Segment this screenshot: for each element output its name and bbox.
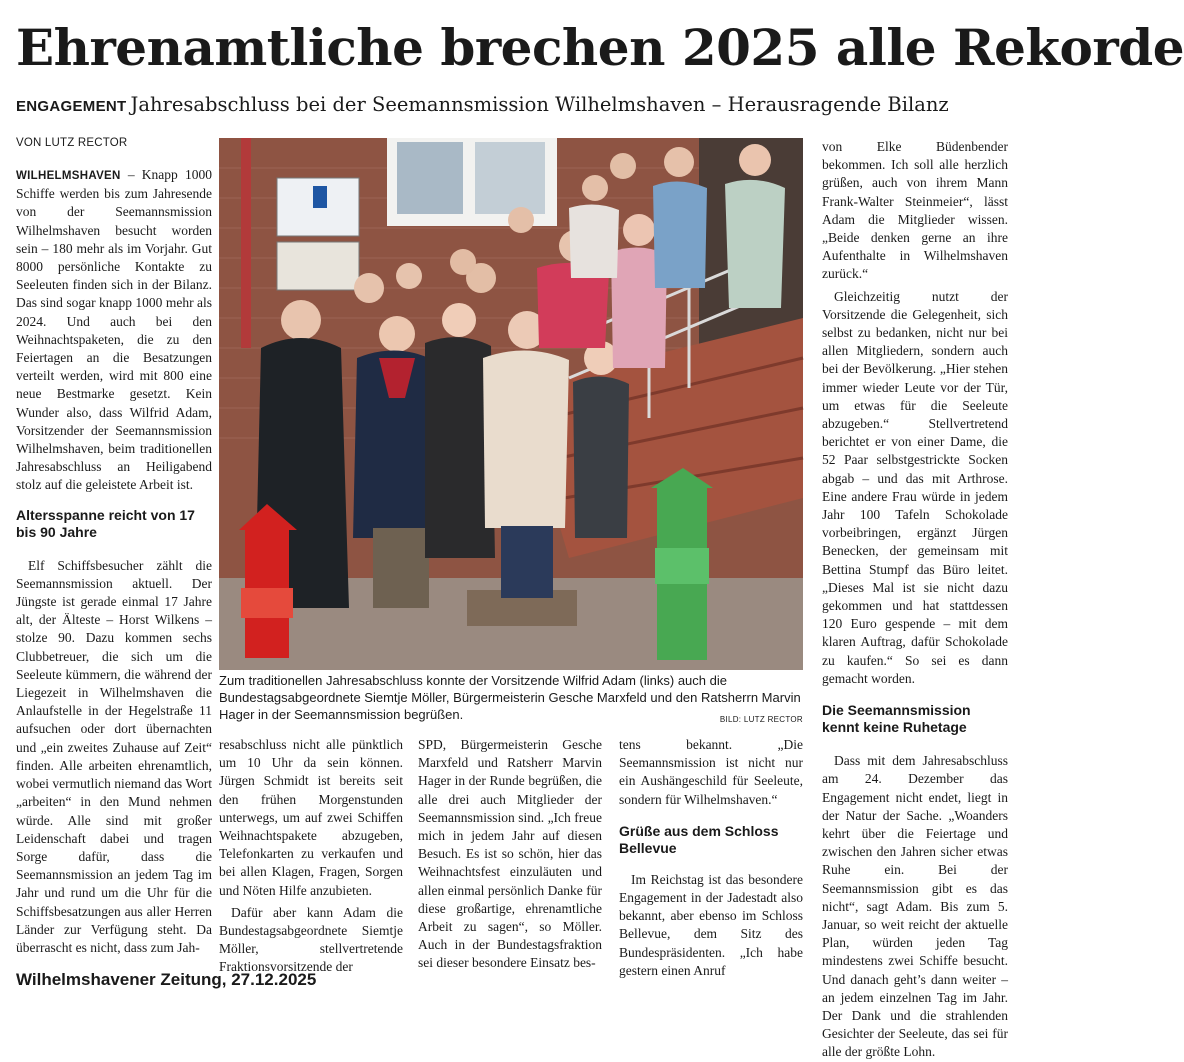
article-column-5 [822, 138, 1008, 1060]
paragraph: Gleichzeitig nutzt der Vorsitzende die Gelegenheit, sich selbst zu bedanken, nicht nur bei allen Mitgliedern, sondern auch bei der Bevölkerung. „Hier stehen immer wieder Leute vor der Tür, um etwas für die Seeleute abzugeben.“ Stellvertretend berichtet er von einer Dame, die 52 Paar selbstgestrickte Socken abgab – und das mit Arthrose. Eine andere Frau würde in jedem Jahr 100 Tafeln Schokolade vorbeibringen, ergänzt Jürgen Benecken, der gemeinsam mit Bettina Stumpf das Büro leitet. „Dieses Mal ist sie nicht dazu gekommen und hat stattdessen 120 Euro gespende – mit dem klaren Auftrag, dafür Schokolade zu kaufen.“ So sei es dann gemacht worden. [822, 288, 1008, 686]
subhead-age-range: Altersspanne reicht von 17 bis 90 Jahre [16, 506, 195, 540]
article-column-4 [619, 736, 803, 978]
paragraph: Im Reichstag ist das besondere Engagement in der Jadestadt also bekannt, aber ebenso im Schloss Bellevue, dem Sitz des Bundespräsidenten. „Ich habe gestern einen Anruf [619, 871, 803, 978]
caption-text: Zum traditionellen Jahresabschluss konnte der Vorsitzende Wilfrid Adam (links) auch die Bundestagsabgeordnete Siemtje Möller, Bürgermeisterin Gesche Marxfeld und den Ratsherrn Marvin Hager in der Seemannsmission begrüßen. [219, 673, 801, 722]
article-subheadline [16, 92, 1006, 120]
article-headline: Ehrenamtliche brechen 2025 alle Rekorde [16, 18, 1184, 77]
group-photo [219, 138, 803, 670]
subhead-bellevue: Grüße aus dem Schloss Bellevue [619, 822, 779, 856]
photo-credit: BILD: LUTZ RECTOR [719, 715, 803, 724]
subhead-no-rest-days: Die Seemannsmission kennt keine Ruhetage [822, 702, 971, 736]
paragraph: tens bekannt. „Die Seemannsmission ist nicht nur ein Aushängeschild für Seeleute, sondern für Wilhelmshaven.“ [619, 737, 803, 807]
lead-text: – Knapp 1000 Schiffe werden bis zum Jahresende von der Seemannsmission Wilhelmshaven besucht worden sein – 180 mehr als im Vorjahr. Gut 8000 persönliche Kontakte zu Seeleuten finden sich in der Bilanz. Das sind sogar knapp 1000 mehr als 2024. Und auch bei den Weihnachtspaketen, die zu den Feiertagen an die Besatzungen verteilt werden, wird mit 800 eine neue Bestmarke gesetzt. Kein Wunder also, dass Wilfrid Adam, Vorsitzender der Seemannsmission Wilhelmshaven, beim traditionellen Jahresabschluss an Heiligabend stolz auf die geleistete Arbeit ist. [16, 167, 212, 493]
article-column-3 [418, 736, 602, 971]
article-column-2 [219, 736, 403, 975]
dateline: WILHELMSHAVEN [16, 170, 121, 182]
subheadline-text: Jahresabschluss bei der Seemannsmission Wilhelmshaven – Herausragende Bilanz [130, 93, 949, 116]
article-column-1 [16, 166, 212, 966]
paragraph: SPD, Bürgermeisterin Gesche Marxfeld und Ratsherr Marvin Hager in der Runde begrüßen, die alle drei auch Mitglieder der Seemannsmission sind. „Ich freue mich in jedem Jahr auf diesen Besuch. Es ist so schön, hier das Weihnachtsfest einzuläuten und allen einmal persönlich Danke für diese großartige, ehrenamtliche Arbeit zu sagen“, so Möller. Auch in der Bundestagsfraktion sei dieser besondere Einsatz bes- [418, 737, 602, 971]
paragraph: von Elke Büdenbender bekommen. Ich soll alle herzlich grüßen, auch von ihrem Mann Frank-Walter Steinmeier“, lässt Adam die Mitglieder wissen. „Beide denken gerne an ihre Aufenthalte in Wilhelmshaven zurück.“ [822, 139, 1008, 282]
paragraph: resabschluss nicht alle pünktlich um 10 Uhr da sein können. Jürgen Schmidt ist bereits seit den frühen Morgenstunden unterwegs, um auf zwei Schiffen Weihnachtspakete abzugeben, Telefonkarten zu verkaufen und bei allen Klagen, Fragen, Sorgen und Nöten Hilfe anzubieten. [219, 737, 403, 898]
paragraph: Dass mit dem Jahresabschluss am 24. Dezember das Engagement nicht endet, liegt in der Natur der Sache. „Woanders kehrt über die Feiertage und zwischen den Jahren sicher etwas Ruhe ein. Bei der Seemannsmission gibt es das nicht“, sagt Adam. Bis zum 5. Januar, so weit reicht der aktuelle Plan, würden jeden Tag mindestens zwei Schiffe besucht. Und danach geht’s dann weiter – an jedem einzelnen Tag im Jahr. Der Dank und die strahlenden Gesichter der Seeleute, das sei für alle der größte Lohn. [822, 753, 1008, 1060]
paragraph: Dafür aber kann Adam die Bundestagsabgeordnete Siemtje Möller, stellvertretende Fraktionsvorsitzende der [219, 904, 403, 975]
kicker-label: ENGAGEMENT [16, 98, 127, 115]
lead-paragraph [16, 166, 212, 495]
photo-caption [219, 672, 803, 728]
paragraph: Elf Schiffsbesucher zählt die Seemannsmission aktuell. Der Jüngste ist gerade einmal 17 Jahre alt, der Älteste – Horst Wilkens – stolze 90. Dazu kommen sechs Clubbetreuer, die sich um die Seeleute kümmern, die während der Liegezeit in Wilhelmshaven die Anlaufstelle in der Hegelstraße 11 aufsuchen oder dort übernachten und „ein zweites Zuhause auf Zeit“ finden. Alle arbeiten ehrenamtlich, wobei vermutlich niemand das Wort „arbeiten“ in den Mund nehmen würde. Alle sind mit großer Leidenschaft dabei und tragen Sorge dafür, dass die Seemannsmission an jedem Tag im Jahr und rund um die Uhr für die Schiffsbesatzungen aus aller Herren Länder zur Verfügung steht. Da überrascht es nicht, dass zum Jah- [16, 557, 212, 955]
byline: VON LUTZ RECTOR [16, 137, 128, 149]
source-footer: Wilhelmshavener Zeitung, 27.12.2025 [16, 970, 317, 989]
